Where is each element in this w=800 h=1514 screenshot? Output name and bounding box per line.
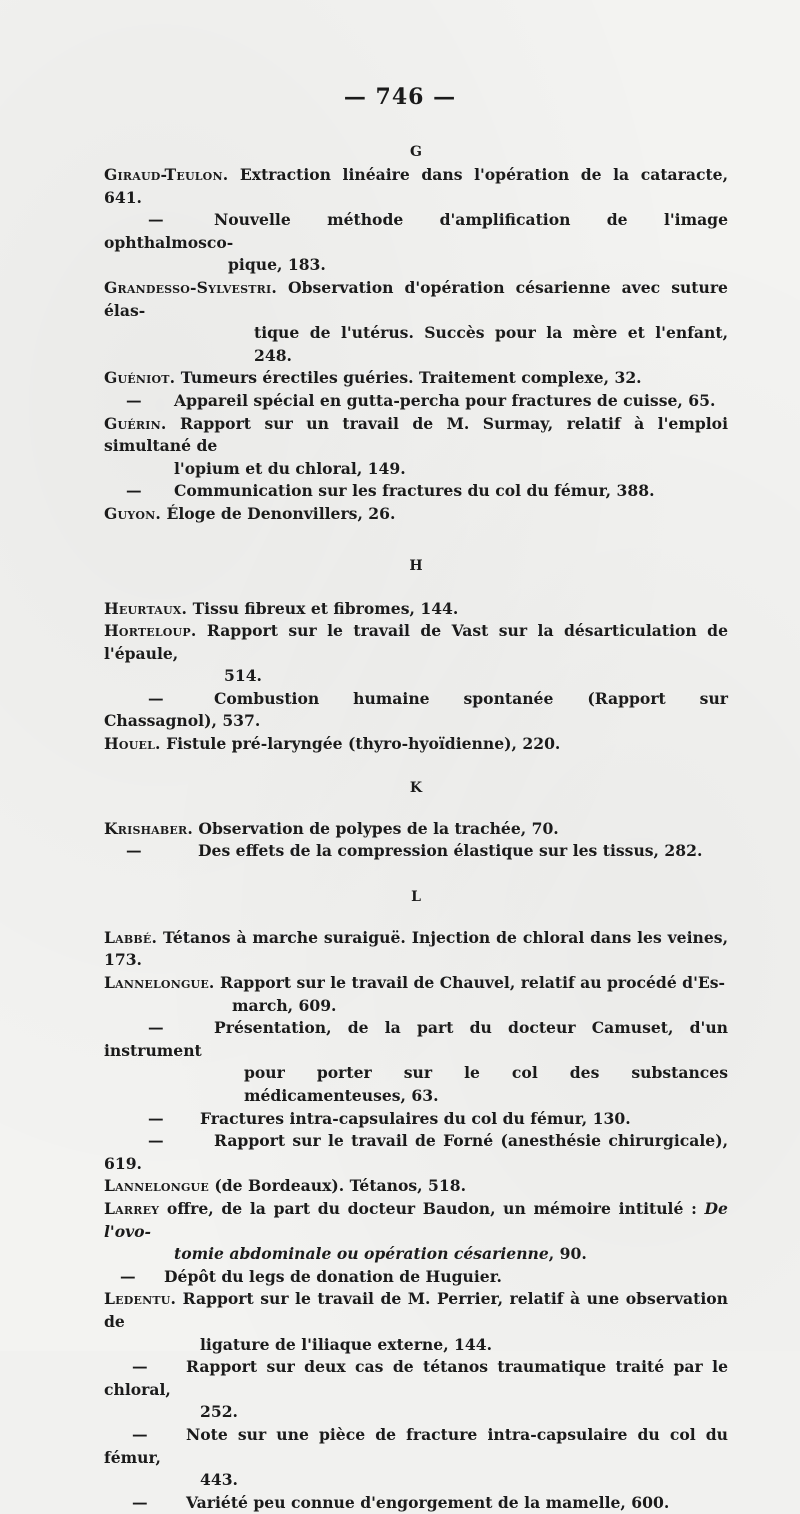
index-entry	[104, 1492, 728, 1514]
author-name: Labbé.	[104, 927, 158, 947]
index-entry	[104, 598, 728, 621]
dash: —	[148, 688, 164, 708]
entry-text: Rapport sur le travail de Vast sur la désarticulation de l'épaule,	[104, 621, 728, 663]
dash: —	[120, 1266, 136, 1286]
dash: —	[132, 1424, 148, 1444]
entry-text: Rapport sur le travail de M. Perrier, relatif à une observation de	[104, 1289, 728, 1331]
index-entry	[104, 390, 728, 413]
index-entry	[104, 1288, 728, 1356]
dash: —	[148, 1131, 164, 1151]
entry-text: Présentation, de la part du docteur Camuset, d'un instrument	[104, 1018, 728, 1060]
entry-text: , 90.	[548, 1244, 587, 1264]
index-entry	[104, 927, 728, 972]
entry-text: Tétanos à marche suraiguë. Injection de chloral dans les veines, 173.	[104, 927, 728, 970]
index-entry	[104, 277, 728, 367]
entry-text-continued: 514.	[224, 666, 262, 686]
index-entry	[104, 972, 728, 1017]
entry-text-continued: l'opium et du chloral, 149.	[174, 458, 406, 478]
author-name: Horteloup.	[104, 621, 197, 641]
entry-text: Observation d'opération césarienne avec suture élas-	[104, 277, 728, 320]
dash: —	[148, 210, 164, 230]
index-entry	[104, 1017, 728, 1107]
dash: —	[126, 390, 142, 410]
entry-text: Tumeurs érectiles guéries. Traitement complexe, 32.	[180, 368, 642, 388]
index-entry	[104, 164, 728, 209]
author-name: Ledentu.	[104, 1289, 177, 1309]
index-entry	[104, 503, 728, 526]
index-entry	[104, 367, 728, 390]
index-entry	[104, 1198, 728, 1266]
author-name: Grandesso-Sylvestri.	[104, 277, 277, 297]
dash: —	[132, 1492, 148, 1512]
author-name: Houel.	[104, 734, 161, 754]
author-name: Krishaber.	[104, 818, 193, 838]
entry-text: Observation de polypes de la trachée, 70.	[198, 818, 559, 838]
index-entry	[104, 840, 728, 863]
dash: —	[148, 1108, 164, 1128]
section-letter-l: L	[411, 888, 421, 905]
entry-text: Note sur une pièce de fracture intra-capsulaire du col du fémur,	[104, 1424, 728, 1467]
entry-text: Rapport sur deux cas de tétanos traumatique traité par le chloral,	[104, 1357, 728, 1399]
entry-text: Rapport sur le travail de Forné (anesthésie chirurgicale), 619.	[104, 1131, 728, 1173]
index-entry	[104, 688, 728, 733]
index-entry	[104, 1175, 728, 1198]
entry-text-continued: pour porter sur le col des substances médicamenteuses, 63.	[244, 1063, 728, 1105]
dash: —	[132, 1357, 148, 1377]
entry-text: Dépôt du legs de donation de Huguier.	[164, 1266, 502, 1286]
author-name: Guérin.	[104, 413, 167, 433]
page-number: — 746 —	[343, 84, 457, 110]
index-entry	[104, 1130, 728, 1175]
dash: —	[148, 1018, 164, 1038]
entry-text: Appareil spécial en gutta-percha pour fractures de cuisse, 65.	[174, 390, 716, 410]
index-content	[104, 140, 728, 1514]
dash: —	[126, 481, 142, 501]
entry-text: Combustion humaine spontanée (Rapport sur Chassagnol), 537.	[104, 688, 728, 731]
author-name: Guyon.	[104, 503, 162, 523]
entry-text: Fractures intra-capsulaires du col du fémur, 130.	[200, 1108, 631, 1128]
index-entry	[104, 413, 728, 481]
index-entry	[104, 1266, 728, 1289]
entry-text-continued: tique de l'utérus. Succès pour la mère et l'enfant, 248.	[254, 323, 728, 365]
entry-text: Nouvelle méthode d'amplification de l'image ophthalmosco-	[104, 210, 728, 252]
section-letter-g: G	[410, 144, 422, 160]
author-name: Lannelongue.	[104, 973, 215, 993]
entry-text-continued: march, 609.	[232, 995, 337, 1015]
entry-text: (de Bordeaux). Tétanos, 518.	[214, 1176, 466, 1196]
entry-text-continued: pique, 183.	[228, 255, 326, 275]
author-name: Lannelongue	[104, 1176, 209, 1196]
index-entry	[104, 209, 728, 277]
entry-text: Variété peu connue d'engorgement de la mamelle, 600.	[186, 1492, 670, 1512]
entry-text: offre, de la part du docteur Baudon, un mémoire intitulé :	[166, 1198, 697, 1218]
index-entry	[104, 733, 728, 756]
entry-text: Rapport sur le travail de Chauvel, relatif au procédé d'Es-	[220, 973, 726, 993]
section-letter-k: K	[409, 779, 423, 796]
index-entry	[104, 1108, 728, 1131]
index-entry	[104, 1424, 728, 1492]
section-letter-h: H	[409, 557, 423, 574]
author-name: Giraud-Teulon.	[104, 165, 229, 184]
dash: —	[126, 841, 142, 861]
entry-text: Fistule pré-laryngée (thyro-hyoïdienne), 220.	[166, 734, 561, 754]
entry-text: Éloge de Denonvillers, 26.	[166, 503, 396, 523]
entry-text-continued: 252.	[200, 1402, 238, 1422]
entry-text-continued: ligature de l'iliaque externe, 144.	[200, 1334, 493, 1354]
author-name: Guéniot.	[104, 368, 176, 388]
entry-text-continued: 443.	[200, 1470, 238, 1490]
author-name: Heurtaux.	[104, 598, 188, 618]
index-entry	[104, 620, 728, 688]
entry-text: Rapport sur un travail de M. Surmay, relatif à l'emploi simultané de	[104, 413, 728, 456]
author-name: Larrey	[104, 1198, 160, 1218]
entry-text: Tissu fibreux et fibromes, 144.	[192, 598, 459, 618]
entry-text: Communication sur les fractures du col du fémur, 388.	[174, 481, 655, 501]
index-entry	[104, 480, 728, 503]
entry-text: Des effets de la compression élastique sur les tissus, 282.	[198, 841, 703, 861]
index-entry	[104, 818, 728, 841]
title-italic: De l'ovo-	[104, 1198, 728, 1241]
index-entry	[104, 1356, 728, 1424]
entry-text: Extraction linéaire dans l'opération de la cataracte, 641.	[104, 165, 728, 207]
title-italic-continued: tomie abdominale ou opération césarienne	[174, 1244, 549, 1264]
